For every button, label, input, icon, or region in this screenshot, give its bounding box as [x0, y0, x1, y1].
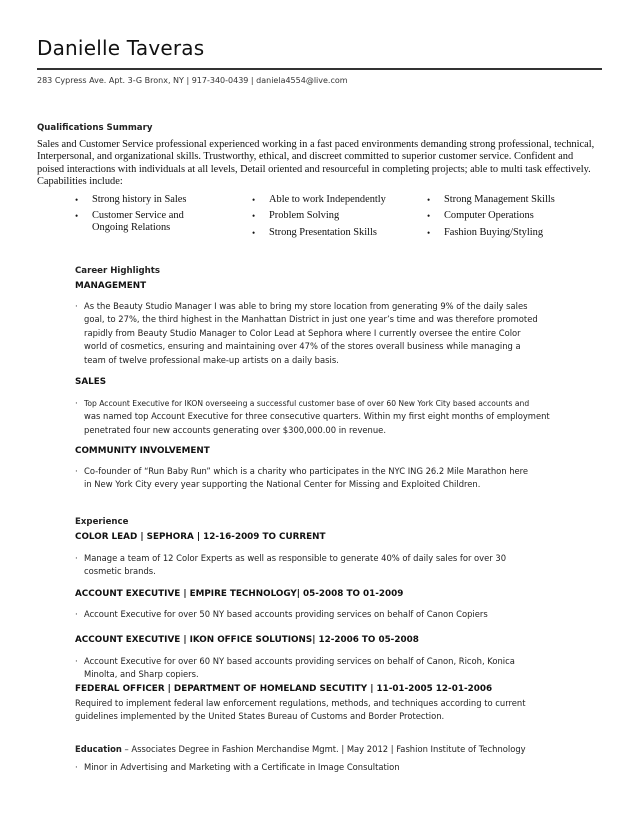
- job-title: ACCOUNT EXECUTIVE | IKON OFFICE SOLUTIONS| 12-2006 TO 05-2008: [75, 635, 419, 645]
- job-bullet: · Manage a team of 12 Color Experts as well as responsible to generate 40% of daily sales for over 30 cosmetic brands.: [75, 553, 507, 577]
- bullet-icon: ·: [75, 398, 78, 408]
- summary-line: Interpersonal, and organizational skills. Trustworthy, ethical, and discreet committed to superior customer service. Confident and: [37, 151, 574, 163]
- bullet-icon: ·: [75, 466, 78, 476]
- management-title: MANAGEMENT: [75, 281, 147, 291]
- job-title: ACCOUNT EXECUTIVE | EMPIRE TECHNOLOGY| 05-2008 TO 01-2009: [75, 589, 404, 599]
- bullet-icon: ·: [75, 656, 78, 666]
- contact-info: 283 Cypress Ave. Apt. 3-G Bronx, NY | 917-340-0439 | daniela4554@live.com: [37, 76, 348, 85]
- sales-bullet: · Top Account Executive for IKON overseeing a successful customer base of over 60 New York City based accounts and was named top Account Executive for three consecutive quarters. Within my first eight months of employment penetrated four new accounts generating over $300,000.00 in revenue.: [75, 398, 550, 435]
- education-bullet: · Minor in Advertising and Marketing with a Certificate in Image Consultation: [75, 761, 575, 775]
- bullet-icon: •: [252, 228, 256, 238]
- job-title: COLOR LEAD | SEPHORA | 12-16-2009 TO CURRENT: [75, 532, 326, 542]
- job-description: Required to implement federal law enforcement regulations, methods, and techniques according to current guidelines implemented by the United States Bureau of Customs and Border Protection.: [75, 698, 526, 722]
- bullet-icon: •: [252, 211, 256, 221]
- management-bullet: · As the Beauty Studio Manager I was able to bring my store location from generating 9% of the daily sales goal, to 27%, the third highest in the Manhattan District in just one year’s time and was therefore promoted rapidly from Beauty Studio Manager to Color Lead at Sephora where I currently oversee the entire Color world of cosmetics, ensuring and maintaining over 47% of the stores overall business while managing a team of twelve professional make-up artists on a daily basis.: [75, 301, 538, 365]
- bullet-icon: •: [427, 195, 431, 205]
- resume-name: Danielle Taveras: [37, 36, 205, 60]
- bullet-icon: •: [75, 211, 79, 221]
- job-bullet: · Account Executive for over 50 NY based accounts providing services on behalf of Canon Copiers: [75, 608, 575, 622]
- bullet-icon: ·: [75, 609, 78, 619]
- experience-heading: Experience: [75, 517, 129, 527]
- education-label: Education: [75, 744, 122, 754]
- summary-text: [37, 139, 612, 189]
- summary-line: Capabilities include:: [37, 176, 123, 188]
- bullet-icon: ·: [75, 553, 78, 563]
- community-bullet: · Co-founder of “Run Baby Run” which is a charity who participates in the NYC ING 26.2 Mile Marathon here in New York City every year supporting the National Center for Missing and Exploited Children.: [75, 466, 529, 490]
- bullet-icon: •: [427, 211, 431, 221]
- summary-line: Sales and Customer Service professional experienced working in a fast paced environments demanding strong professional, technical,: [37, 139, 595, 150]
- bullet-icon: •: [252, 195, 256, 205]
- education-line: Education – Associates Degree in Fashion Merchandise Mgmt. | May 2012 | Fashion Institute of Technology: [75, 744, 526, 754]
- header-divider: [37, 68, 602, 70]
- career-heading: Career Highlights: [75, 266, 161, 276]
- bullet-icon: •: [427, 228, 431, 238]
- job-bullet: · Account Executive for over 60 NY based accounts providing services on behalf of Canon, Ricoh, Konica Minolta, and Sharp copiers.: [75, 656, 515, 680]
- bullet-icon: ·: [75, 762, 78, 772]
- bullet-icon: •: [75, 195, 79, 205]
- community-title: COMMUNITY INVOLVEMENT: [75, 446, 210, 456]
- sales-title: SALES: [75, 377, 107, 387]
- bullet-icon: ·: [75, 301, 78, 311]
- job-title: FEDERAL OFFICER | DEPARTMENT OF HOMELAND SECUTITY | 11-01-2005 12-01-2006: [75, 684, 493, 694]
- summary-line: poised interactions with individuals at all levels, Detail oriented and resourceful in completing projects; able to multi task effectively.: [37, 163, 591, 175]
- summary-heading: Qualifications Summary: [37, 123, 153, 133]
- education-detail: Associates Degree in Fashion Merchandise Mgmt. | May 2012 | Fashion Institute of Technology: [131, 744, 526, 754]
